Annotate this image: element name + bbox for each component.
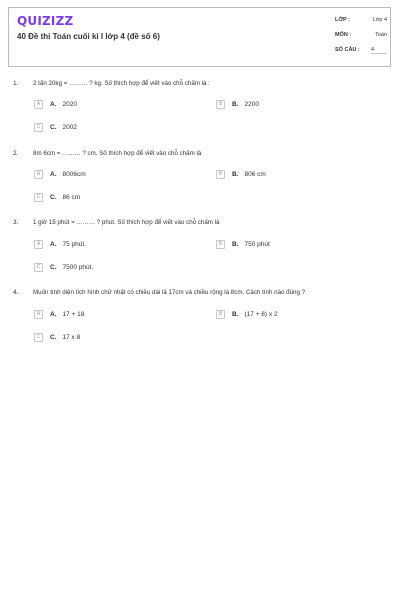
option-c[interactable] <box>34 122 77 132</box>
option-box[interactable]: C <box>34 123 43 132</box>
option-box[interactable]: A <box>34 100 43 109</box>
option-letter: C. <box>50 123 57 131</box>
option-a[interactable] <box>34 169 86 179</box>
worksheet-header <box>8 7 391 67</box>
option-a[interactable] <box>34 99 77 109</box>
option-letter: A. <box>50 240 57 248</box>
option-box[interactable]: A <box>34 310 43 319</box>
option-b[interactable] <box>216 99 259 109</box>
option-b[interactable] <box>216 239 270 249</box>
option-box[interactable]: C <box>34 263 43 272</box>
option-text: 2200 <box>244 100 259 108</box>
quizizz-logo: QUIZIZZ <box>17 14 74 28</box>
option-text: 8006cm <box>62 170 86 178</box>
question-text: 2 tấn 20kg = ……… ? kg. Số thích hợp để viết vào chỗ chấm là : <box>33 80 210 87</box>
meta-subject-value: Toán <box>375 32 387 38</box>
option-letter: A. <box>50 310 57 318</box>
option-letter: A. <box>50 100 57 108</box>
option-letter: B. <box>232 100 239 108</box>
option-box[interactable]: B <box>216 240 225 249</box>
question-number: 4. <box>13 289 19 296</box>
option-text: 7500 phút. <box>62 263 94 271</box>
meta-class <box>335 17 387 23</box>
option-letter: A. <box>50 170 57 178</box>
option-a[interactable] <box>34 309 84 319</box>
option-text: 750 phút <box>244 240 270 248</box>
meta-subject-label: MÔN : <box>335 32 352 38</box>
option-text: 2020 <box>62 100 77 108</box>
meta-count <box>335 47 387 54</box>
option-text: 86 cm <box>62 193 81 201</box>
option-text: 17 x 8 <box>62 333 81 341</box>
option-box[interactable]: B <box>216 100 225 109</box>
option-b[interactable] <box>216 309 278 319</box>
option-c[interactable] <box>34 262 93 272</box>
question-text: 8m 6cm = ……… ? cm. Số thích hợp để viết vào chỗ chấm là <box>33 150 202 157</box>
option-text: 75 phút. <box>62 240 86 248</box>
option-c[interactable] <box>34 192 80 202</box>
option-text: 806 cm <box>244 170 266 178</box>
option-letter: C. <box>50 193 57 201</box>
option-box[interactable]: C <box>34 333 43 342</box>
option-letter: C. <box>50 333 57 341</box>
question-number: 1. <box>13 80 19 87</box>
option-text: 2002 <box>62 123 77 131</box>
meta-class-label: LỚP : <box>335 17 350 23</box>
question-number: 2. <box>13 150 19 157</box>
meta-count-label: SỐ CÂU : <box>335 47 360 53</box>
option-letter: B. <box>232 240 239 248</box>
option-box[interactable]: B <box>216 170 225 179</box>
option-letter: C. <box>50 263 57 271</box>
meta-subject <box>335 32 387 38</box>
option-b[interactable] <box>216 169 266 179</box>
question-number: 3. <box>13 219 19 226</box>
option-c[interactable] <box>34 332 80 342</box>
option-letter: B. <box>232 170 239 178</box>
option-letter: B. <box>232 310 239 318</box>
question-text: 1 giờ 15 phút = ……… ? phút. Số thích hợp để viết vào chỗ chấm là <box>33 219 220 226</box>
meta-count-value: 4 <box>371 47 387 54</box>
option-box[interactable]: C <box>34 193 43 202</box>
meta-class-value: Lớp 4 <box>372 17 387 23</box>
option-text: (17 + 8) x 2 <box>244 310 278 318</box>
option-box[interactable]: A <box>34 240 43 249</box>
option-text: 17 + 18 <box>62 310 85 318</box>
worksheet-title: 40 Đề thi Toán cuối kì I lớp 4 (đề số 6) <box>17 32 160 41</box>
option-box[interactable]: B <box>216 310 225 319</box>
option-a[interactable] <box>34 239 86 249</box>
question-text: Muốn tính diện tích hình chữ nhật có chiều dài là 17cm và chiều rộng là 8cm. Cách tính nào đúng ? <box>33 289 306 296</box>
option-box[interactable]: A <box>34 170 43 179</box>
